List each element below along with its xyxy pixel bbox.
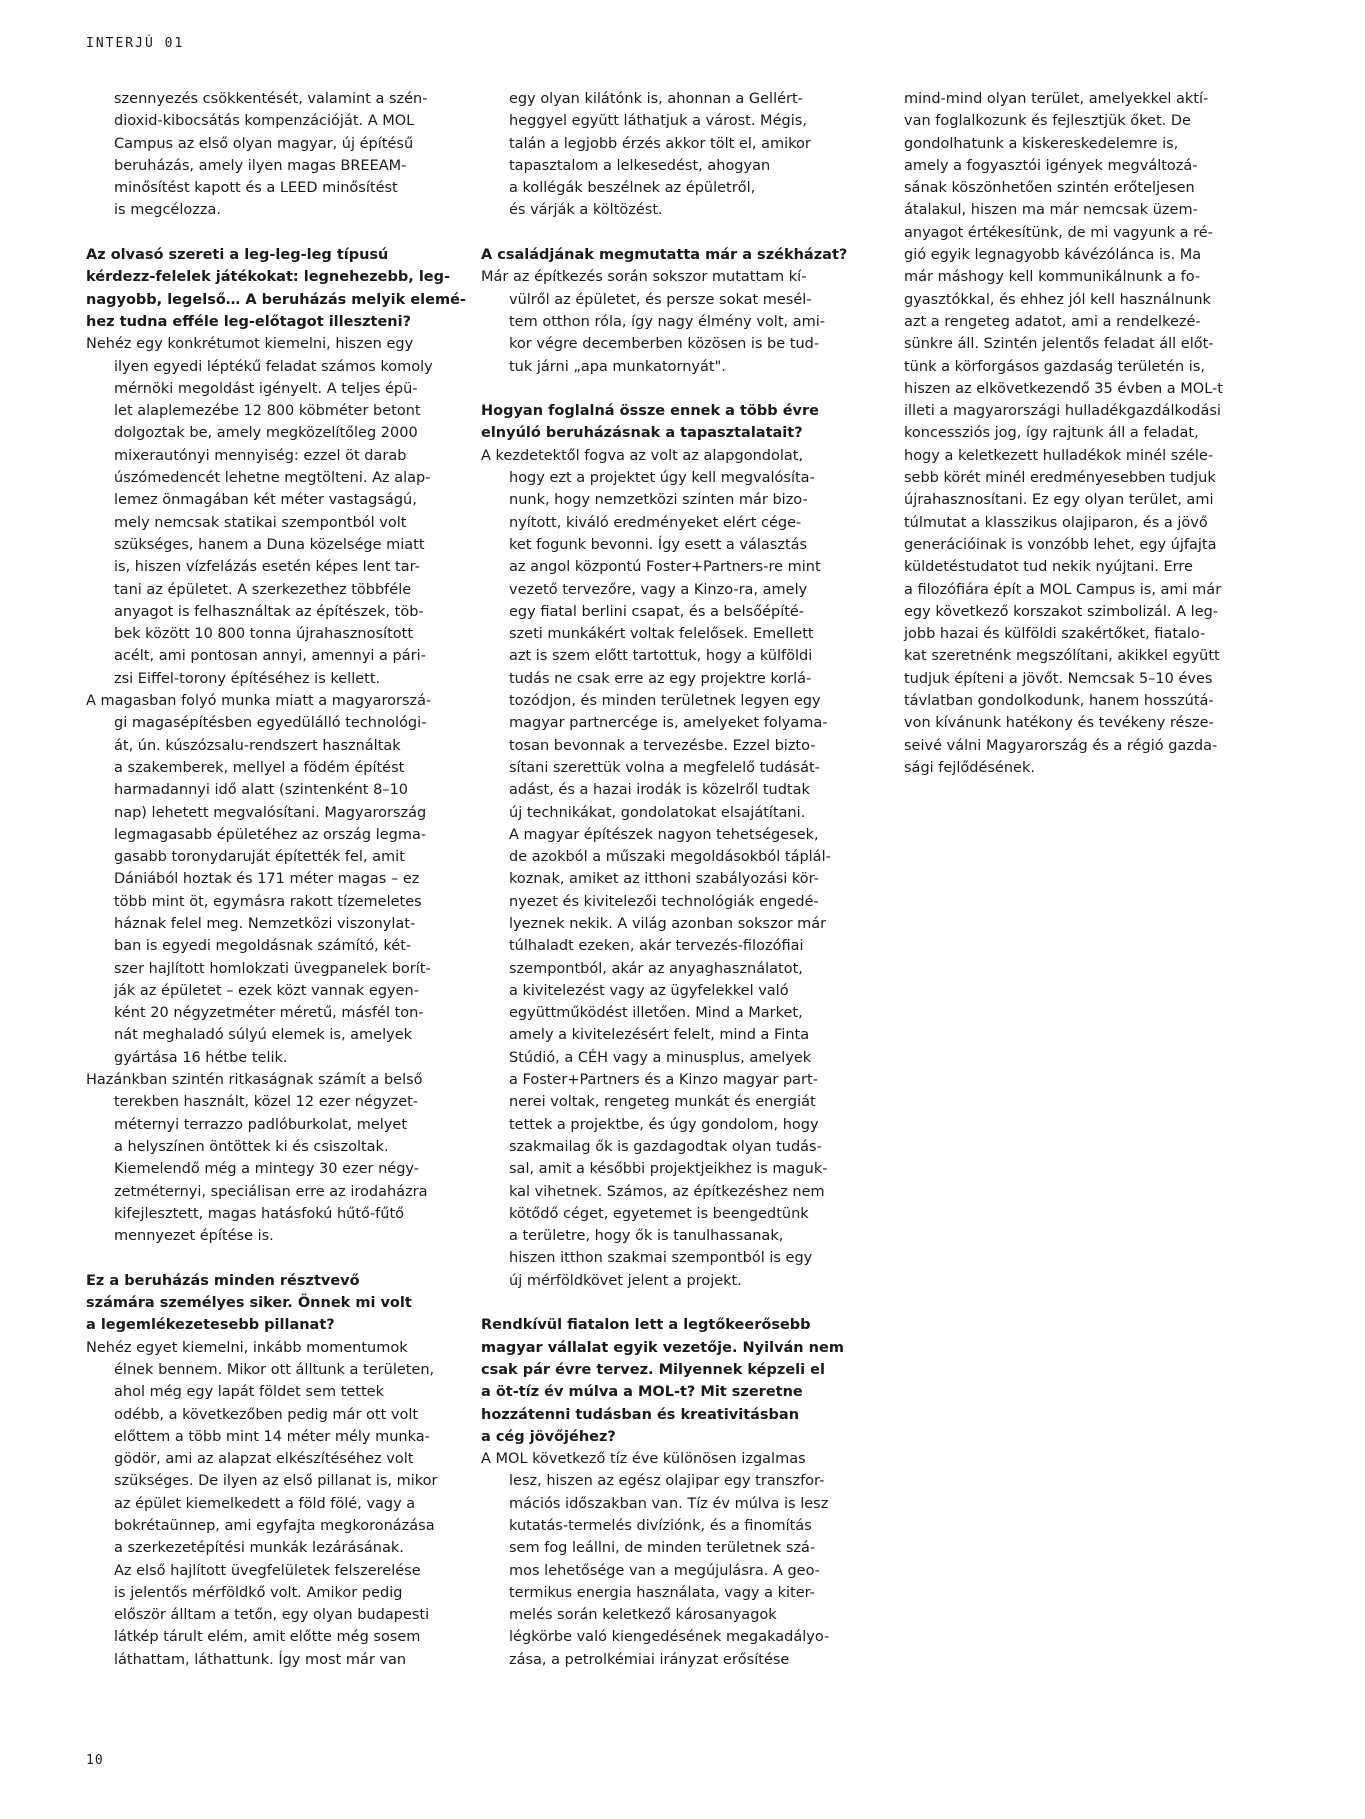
answer-line: mind-mind olyan terület, amelyekkel aktí- xyxy=(904,91,1209,107)
paragraph-gap xyxy=(481,378,857,400)
answer-line: A kezdetektől fogva az volt az alapgondolat, xyxy=(481,447,804,464)
answer-line: harmadannyi idő alatt (szintenként 8–10 xyxy=(114,782,409,799)
section-number: 01 xyxy=(164,36,185,51)
answer-line: Már az építkezés során sokszor mutattam kí- xyxy=(481,269,807,286)
question-line: Az olvasó szereti a leg-leg-leg típusú xyxy=(86,247,389,264)
answer-line: seivé válni Magyarország és a régió gazda- xyxy=(904,737,1218,754)
answer-line: átalakul, hiszen ma már nemcsak üzem- xyxy=(904,202,1198,219)
answer-line: anyagot értékesítünk, de mi vagyunk a ré- xyxy=(904,224,1213,241)
question-line: kérdezz-felelek játékokat: legnehezebb, leg- xyxy=(86,269,451,286)
answer-line: odébb, a következőben pedig már ott volt xyxy=(114,1406,419,1423)
answer-line: kötődő céget, egyetemet is beengedtünk xyxy=(509,1205,809,1222)
answer-line: együttműködést illetően. Mind a Market, xyxy=(509,1005,803,1022)
answer-line: melés során keletkező károsanyagok xyxy=(509,1607,777,1624)
answer-line: magyar partnercége is, amelyeket folyama- xyxy=(509,715,828,732)
answer-line: kor végre decemberben közösen is be tud- xyxy=(509,336,820,353)
answer-line: a szakemberek, mellyel a födém építést xyxy=(114,759,405,776)
answer-line: anyagot is felhasználtak az építészek, töb- xyxy=(114,603,424,620)
answer-line: A magasban folyó munka miatt a magyarorszá- xyxy=(86,693,432,710)
answer-line: Az első hajlított üvegfelületek felszerelése xyxy=(114,1562,421,1579)
answer-line: úszómedencét lehetne megtölteni. Az alap- xyxy=(114,470,431,487)
answer-line: generációinak is vonzóbb lehet, egy újfajta xyxy=(904,536,1217,553)
answer-line: mely nemcsak statikai szempontból volt xyxy=(114,514,407,531)
answer-line: de azokból a műszaki megoldásokból táplál- xyxy=(509,849,831,866)
answer-line: talán a legjobb érzés akkor tölt el, amikor xyxy=(509,135,811,152)
answer-line: dioxid-kibocsátás kompenzációját. A MOL xyxy=(114,113,415,130)
answer-line: lyeznek nekik. A világ azonban sokszor már xyxy=(509,915,827,932)
answer-line: szempontból, akár az anyaghasználatot, xyxy=(509,960,803,977)
answer-line: kifejlesztett, magas hatásfokú hűtő-fűtő xyxy=(114,1205,404,1222)
answer-line: át, ún. kúszózsalu-rendszert használtak xyxy=(114,737,401,754)
answer-line: is jelentős mérföldkő volt. Amikor pedig xyxy=(114,1584,403,1601)
answer-line: sítani szerettük volna a megfelelő tudását- xyxy=(509,759,820,776)
answer-line: ilyen egyedi léptékű feladat számos komoly xyxy=(114,358,433,375)
answer-line: Nehéz egy konkrétumot kiemelni, hiszen egy xyxy=(86,336,414,353)
answer-line: szennyezés csökkentését, valamint a szén- xyxy=(114,91,428,107)
answer-line: gondolhatunk a kiskereskedelemre is, xyxy=(904,135,1179,152)
answer-line: A magyar építészek nagyon tehetségesek, xyxy=(509,826,819,843)
answer-line: tuk járni „apa munkatornyát". xyxy=(509,358,726,375)
answer-line: küldetéstudatot tud nekik nyújtani. Erre xyxy=(904,559,1193,576)
answer-line: sának köszönhetően szintén erőteljesen xyxy=(904,180,1195,197)
answer-line: tettek a projektbe, és úgy gondolom, hogy xyxy=(509,1116,819,1133)
answer-line: nerei voltak, rengeteg munkát és energiát xyxy=(509,1094,816,1111)
question-line: a legemlékezetesebb pillanat? xyxy=(86,1317,335,1334)
answer-line: van foglalkozunk és fejlesztjük őket. De xyxy=(904,113,1191,130)
answer-line: légkörbe való kiengedésének megakadályo- xyxy=(509,1629,830,1646)
answer-line: sal, amit a későbbi projektjeikhez is maguk- xyxy=(509,1161,828,1178)
answer-line: egy olyan kilátónk is, ahonnan a Gellért- xyxy=(509,91,803,107)
answer-line: von kívánunk hatékony és tevékeny része- xyxy=(904,715,1214,732)
answer-line: a filozófiára épít a MOL Campus is, ami már xyxy=(904,581,1222,598)
section-label: INTERJÚ xyxy=(86,36,155,51)
answer-line: hiszen itthon szakmai szempontból is egy xyxy=(509,1250,813,1267)
answer-line: azt a rengeteg adatot, ami a rendelkezé- xyxy=(904,313,1201,330)
answer-line: az angol központú Foster+Partners-re mint xyxy=(509,559,821,576)
answer-line: élnek bennem. Mikor ott álltunk a területen, xyxy=(114,1361,435,1378)
answer-line: mos lehetősége van a megújulásra. A geo- xyxy=(509,1562,820,1579)
answer-line: mennyezet építése is. xyxy=(114,1228,274,1245)
answer-line: Hazánkban szintén ritkaságnak számít a belső xyxy=(86,1072,423,1089)
question-line: magyar vállalat egyik vezetője. Nyilván nem xyxy=(481,1339,844,1356)
question-line: elnyúló beruházásnak a tapasztalatait? xyxy=(481,425,803,442)
answer-line: a szerkezetépítési munkák lezárásának. xyxy=(114,1540,404,1557)
answer-line: szakmailag ők is gazdagodtak olyan tudás- xyxy=(509,1138,822,1155)
answer-line: az épület kiemelkedett a föld fölé, vagy a xyxy=(114,1495,416,1512)
answer-line: koncessziós jog, így rajtunk áll a feladat, xyxy=(904,425,1199,442)
answer-line: tapasztalom a lelkesedést, ahogyan xyxy=(509,157,771,174)
answer-line: dolgoztak be, amely megközelítőleg 2000 xyxy=(114,425,418,442)
answer-line: is, hiszen vízfelázás esetén képes lent tar- xyxy=(114,559,420,576)
answer-line: bokrétaünnep, ami egyfajta megkoronázása xyxy=(114,1518,435,1534)
answer-line: Stúdió, a CÉH vagy a minusplus, amelyek xyxy=(509,1049,812,1066)
answer-line: szükséges, hanem a Duna közelsége miatt xyxy=(114,536,425,553)
question-line: hez tudna efféle leg-előtagot illeszteni? xyxy=(86,313,411,330)
answer-line: tünk a körforgásos gazdaság területén is, xyxy=(904,358,1205,375)
answer-line: ják az épületet – ezek közt vannak egyen- xyxy=(114,982,419,999)
answer-line: lemez önmagában két méter vastagságú, xyxy=(114,492,417,509)
question-line: nagyobb, legelső… A beruházás melyik elemé- xyxy=(86,291,466,308)
answer-line: a kivitelezést vagy az ügyfelekkel való xyxy=(509,982,789,999)
text-column-2 xyxy=(481,88,857,1671)
answer-line: hogy ezt a projektet úgy kell megvalósíta- xyxy=(509,470,815,487)
question-line: számára személyes siker. Önnek mi volt xyxy=(86,1295,412,1312)
answer-line: nap) lehetett megvalósítani. Magyarország xyxy=(114,804,427,821)
answer-line: a helyszínen öntöttek ki és csiszoltak. xyxy=(114,1138,389,1155)
answer-line: jobb hazai és külföldi szakértőket, fiatalo- xyxy=(904,626,1206,643)
answer-line: tudás ne csak erre az egy projektre korlá- xyxy=(509,670,812,687)
paragraph-gap xyxy=(481,222,857,244)
answer-line: koznak, amiket az itthoni szabályozási kör- xyxy=(509,871,819,888)
answer-line: adást, és a hazai irodák is közelről tudtak xyxy=(509,782,810,799)
question-line: A családjának megmutatta már a székházat? xyxy=(481,247,848,264)
answer-line: Dániából hoztak és 171 méter magas – ez xyxy=(114,871,420,888)
answer-line: tani az épületet. A szerkezethez többféle xyxy=(114,581,412,598)
answer-line: legmagasabb épületéhez az ország legma- xyxy=(114,826,427,843)
answer-line: sünkre áll. Szintén jelentős feladat áll előt- xyxy=(904,336,1214,353)
answer-line: acélt, ami pontosan annyi, amennyi a pári- xyxy=(114,648,426,665)
paragraph-gap xyxy=(481,1292,857,1314)
text-column-3 xyxy=(876,88,1252,779)
question-line: csak pár évre tervez. Milyennek képzeli el xyxy=(481,1361,825,1378)
answer-line: kat szeretnénk megszólítani, akikkel együtt xyxy=(904,648,1220,665)
answer-line: újrahasznosítani. Ez egy olyan terület, ami xyxy=(904,492,1214,509)
answer-line: szükséges. De ilyen az első pillanat is, mikor xyxy=(114,1473,438,1490)
answer-line: túlmutat a klasszikus olajiparon, és a jövő xyxy=(904,514,1208,531)
paragraph-gap xyxy=(86,1247,462,1269)
answer-line: nunk, hogy nemzetközi szinten már bizo- xyxy=(509,492,808,509)
answer-line: gasabb toronydaruját építették fel, amit xyxy=(114,849,405,866)
answer-line: háznak felel meg. Nemzetközi viszonylat- xyxy=(114,915,416,932)
answer-line: gyasztókkal, és ehhez jól kell használnunk xyxy=(904,291,1211,308)
running-header xyxy=(86,36,184,51)
answer-line: zása, a petrolkémiai irányzat erősítése xyxy=(509,1651,790,1668)
answer-line: szer hajlított homlokzati üvegpanelek borít- xyxy=(114,960,431,977)
answer-line: nyított, kiváló eredményeket elért cége- xyxy=(509,514,802,531)
answer-line: ként 20 négyzetméter méretű, másfél ton- xyxy=(114,1005,424,1022)
answer-line: Nehéz egyet kiemelni, inkább momentumok xyxy=(86,1339,408,1356)
answer-line: nát meghaladó súlyú elemek is, amelyek xyxy=(114,1027,413,1044)
answer-line: egy következő korszakot szimbolizál. A leg- xyxy=(904,603,1219,620)
answer-line: előttem a több mint 14 méter mély munka- xyxy=(114,1428,430,1445)
answer-line: távlatban gondolkodunk, hanem hosszútá- xyxy=(904,693,1214,710)
answer-line: látkép tárult elém, amit előtte még sosem xyxy=(114,1629,421,1646)
answer-line: sági fejlődésének. xyxy=(904,759,1035,776)
answer-line: a kollégák beszélnek az épületről, xyxy=(509,180,756,197)
answer-line: sebb körét minél eredményesebben tudjuk xyxy=(904,470,1216,487)
answer-line: túlhaladt ezeken, akár tervezés-filozófiai xyxy=(509,938,804,955)
answer-line: új mérföldkövet jelent a projekt. xyxy=(509,1272,742,1289)
answer-line: ket fogunk bevonni. Így esett a választás xyxy=(509,536,808,553)
question-line: Hogyan foglalná össze ennek a több évre xyxy=(481,403,819,420)
answer-line: ahol még egy lapát földet sem tettek xyxy=(114,1384,384,1401)
answer-line: hiszen az elkövetkezendő 35 évben a MOL-t xyxy=(904,380,1223,397)
answer-line: a Foster+Partners és a Kinzo magyar part- xyxy=(509,1072,818,1089)
paragraph-gap xyxy=(86,222,462,244)
answer-line: kutatás-termelés divíziónk, és a finomítás xyxy=(509,1518,812,1534)
answer-line: vülről az épületet, és persze sokat mesél- xyxy=(509,291,812,308)
answer-line: A MOL következő tíz éve különösen izgalmas xyxy=(481,1451,806,1468)
answer-line: terekben használt, közel 12 ezer négyzet- xyxy=(114,1094,419,1111)
answer-line: tem otthon róla, így nagy élmény volt, ami- xyxy=(509,313,826,330)
answer-line: bek között 10 800 tonna újrahasznosított xyxy=(114,626,413,643)
answer-line: mixerautónyi mennyiség: ezzel öt darab xyxy=(114,447,407,464)
answer-line: hogy a keletkezett hulladékok minél széle- xyxy=(904,447,1214,464)
answer-line: gyártása 16 hétbe telik. xyxy=(114,1049,288,1066)
question-line: Rendkívül fiatalon lett a legtőkeerősebb xyxy=(481,1317,811,1334)
answer-line: már máshogy kell kommunikálnunk a fo- xyxy=(904,269,1201,286)
page-number: 10 xyxy=(86,1753,104,1768)
answer-line: láthattam, láthattunk. Így most már van xyxy=(114,1651,407,1668)
answer-line: Kiemelendő még a mintegy 30 ezer négy- xyxy=(114,1161,419,1178)
answer-line: azt is szem előtt tartottuk, hogy a külföldi xyxy=(509,648,813,665)
question-line: Ez a beruházás minden résztvevő xyxy=(86,1272,360,1289)
answer-line: amely a kivitelezésért felelt, mind a Finta xyxy=(509,1027,810,1044)
question-line: hozzátenni tudásban és kreativitásban xyxy=(481,1406,800,1423)
answer-line: amely a fogyasztói igények megváltozá- xyxy=(904,157,1198,174)
question-line: a öt-tíz év múlva a MOL-t? Mit szeretne xyxy=(481,1384,803,1401)
answer-line: méternyi terrazzo padlóburkolat, melyet xyxy=(114,1116,408,1133)
answer-line: kal vihetnek. Számos, az építkezéshez nem xyxy=(509,1183,825,1200)
text-column-1 xyxy=(86,88,466,1671)
answer-line: gödör, ami az alapzat elkészítéséhez volt xyxy=(114,1451,414,1468)
answer-line: mációs időszakban van. Tíz év múlva is lesz xyxy=(509,1495,829,1512)
answer-line: tozódjon, és minden területnek legyen egy xyxy=(509,693,821,710)
answer-line: szeti munkákért voltak felelősek. Emellett xyxy=(509,626,814,643)
answer-line: tosan bevonnak a tervezésbe. Ezzel bizto- xyxy=(509,737,816,754)
answer-line: egy fiatal berlini csapat, és a belsőépíté- xyxy=(509,603,805,620)
answer-line: először álltam a tetőn, egy olyan budapesti xyxy=(114,1607,430,1624)
answer-line: több mint öt, egymásra rakott tízemeletes xyxy=(114,893,422,910)
answer-line: zetméternyi, speciálisan erre az irodaházra xyxy=(114,1183,428,1200)
answer-line: illeti a magyarországi hulladékgazdálkodási xyxy=(904,403,1221,420)
answer-line: nyezet és kivitelezői technológiák engedé- xyxy=(509,893,819,910)
answer-line: termikus energia használata, vagy a kiter- xyxy=(509,1584,815,1601)
answer-line: gi magasépítésben egyedülálló technológi- xyxy=(114,715,427,732)
answer-line: tudjuk építeni a jövőt. Nemcsak 5–10 éves xyxy=(904,670,1213,687)
answer-line: vezető tervezőre, vagy a Kinzo-ra, amely xyxy=(509,581,808,598)
answer-line: let alaplemezébe 12 800 köbméter betont xyxy=(114,403,421,420)
answer-line: és várják a költözést. xyxy=(509,202,663,219)
answer-line: beruházás, amely ilyen magas BREEAM- xyxy=(114,157,407,174)
question-line: a cég jövőjéhez? xyxy=(481,1428,616,1445)
answer-line: mérnöki megoldást igényelt. A teljes épü- xyxy=(114,380,418,397)
answer-line: zsi Eiffel-torony építéséhez is kellett. xyxy=(114,670,381,687)
answer-line: minősítést kapott és a LEED minősítést xyxy=(114,180,398,197)
answer-line: lesz, hiszen az egész olajipar egy transzfor- xyxy=(509,1473,825,1490)
answer-line: ban is egyedi megoldásnak számító, két- xyxy=(114,938,412,955)
answer-line: új technikákat, gondolatokat elsajátítani. xyxy=(509,804,806,821)
answer-line: a területre, hogy ők is tanulhassanak, xyxy=(509,1228,784,1245)
answer-line: is megcélozza. xyxy=(114,202,221,219)
answer-line: sem fog leállni, de minden területnek szá- xyxy=(509,1540,816,1557)
answer-line: Campus az első olyan magyar, új építésű xyxy=(114,135,414,152)
answer-line: heggyel együtt láthatjuk a várost. Mégis, xyxy=(509,113,807,130)
answer-line: gió egyik legnagyobb kávézólánca is. Ma xyxy=(904,247,1202,264)
